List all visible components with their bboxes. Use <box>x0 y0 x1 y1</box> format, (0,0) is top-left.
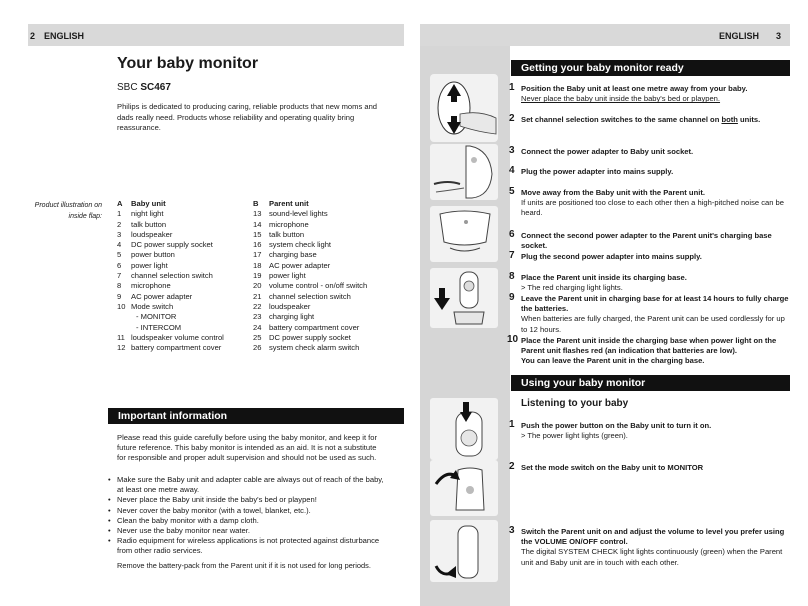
charging-base-illustration <box>430 206 498 262</box>
part-number: 13 <box>253 209 262 219</box>
part-label: DC power supply socket <box>269 332 351 342</box>
part-label: microphone <box>269 219 309 229</box>
part-number: 9 <box>117 291 122 301</box>
part-item <box>253 343 367 353</box>
part-label: sound-level lights <box>269 209 328 219</box>
baby-unit-parts-list <box>117 199 224 353</box>
model-code: SC467 <box>140 82 171 93</box>
part-item <box>117 271 224 281</box>
part-number: 15 <box>253 229 262 239</box>
parent-unit-heading: B Parent unit <box>253 199 309 208</box>
right-language-label: ENGLISH <box>719 31 760 41</box>
part-item <box>253 240 367 250</box>
part-label: system check alarm switch <box>269 343 360 353</box>
part-item <box>117 302 224 312</box>
parent-unit-in-base-illustration <box>430 268 498 328</box>
part-number: 18 <box>253 260 262 270</box>
part-item <box>253 302 367 312</box>
part-item <box>117 323 224 333</box>
important-bullet: • Never use the baby monitor near water. <box>108 526 390 536</box>
listening-heading: Listening to your baby <box>521 398 629 409</box>
part-label: power light <box>269 271 306 281</box>
left-page-number: 2 <box>30 31 36 41</box>
part-number: 6 <box>117 260 122 270</box>
part-label: battery compartment cover <box>131 343 222 353</box>
part-number: 25 <box>253 332 262 342</box>
part-number: 3 <box>117 229 122 239</box>
model-number <box>117 82 171 93</box>
part-label: night light <box>131 209 164 219</box>
part-item <box>117 220 224 230</box>
page-title: Your baby monitor <box>117 55 259 72</box>
part-label: system check light <box>269 240 332 250</box>
part-label: loudspeaker volume control <box>131 332 224 342</box>
part-number: 23 <box>253 312 262 322</box>
part-item <box>253 292 367 302</box>
part-item <box>253 323 367 333</box>
ready-step-4: 4 Plug the power adapter into mains supply. <box>509 165 674 176</box>
part-number: 11 <box>117 332 125 342</box>
baby-unit-position-illustration <box>430 74 498 142</box>
product-illustration-label: Product illustration on inside flap: <box>34 202 102 220</box>
battery-note: Remove the battery-pack from the Parent unit if it is not used for long periods. <box>117 561 371 570</box>
part-number: 1 <box>117 209 122 219</box>
part-item <box>117 250 224 260</box>
left-language-label: ENGLISH <box>44 31 85 41</box>
part-label: channel selection switch <box>131 271 213 281</box>
part-number: 8 <box>117 281 122 291</box>
part-item <box>253 230 367 240</box>
part-label: loudspeaker <box>269 301 311 311</box>
part-item <box>117 333 224 343</box>
ready-step-2: 2 Set channel selection switches to the same channel on both units. <box>509 113 761 124</box>
part-item <box>253 312 367 322</box>
using-heading: Using your baby monitor <box>511 375 790 391</box>
part-item <box>253 281 367 291</box>
ready-step-5: 5 Move away from the Baby unit with the Parent unit. If units are positioned too close to each other then a high-pitched noise can be heard. <box>509 186 785 218</box>
part-number: 4 <box>117 240 122 250</box>
important-bullet: • Never cover the baby monitor (with a towel, blanket, etc.). <box>108 506 390 516</box>
important-bullet: • Radio equipment for wireless applications is not protected against disturbance from other radio services. <box>108 536 390 556</box>
important-bullets <box>108 475 390 557</box>
part-label: loudspeaker <box>131 229 173 239</box>
ready-step-7: 7 Plug the second power adapter into mains supply. <box>509 250 702 261</box>
part-number: 5 <box>117 250 122 260</box>
ready-step-10: 10 Place the Parent unit inside the charging base when power light on the Parent unit flashes red (an indication that batteries are low). You can leave the Parent unit in the charging base. <box>507 334 777 366</box>
ready-step-1: 1 Position the Baby unit at least one metre away from your baby. Never place the baby unit inside the baby's bed or playpen. <box>509 82 748 104</box>
part-label: volume control - on/off switch <box>269 281 368 291</box>
part-item <box>253 271 367 281</box>
baby-unit-heading: A Baby unit <box>117 199 166 208</box>
power-button-illustration <box>430 398 498 460</box>
part-label: microphone <box>131 281 171 291</box>
part-item <box>117 230 224 240</box>
part-label: charging base <box>269 250 317 260</box>
part-number: 16 <box>253 240 262 250</box>
part-label: AC power adapter <box>269 260 331 270</box>
part-number: 19 <box>253 271 262 281</box>
part-item <box>253 209 367 219</box>
part-number: 2 <box>117 219 122 229</box>
ready-step-8: 8 Place the Parent unit inside its charging base. > The red charging light lights. <box>509 271 687 293</box>
using-step-3: 3 Switch the Parent unit on and adjust the volume to level you prefer using the VOLUME ON/OFF control. The digital SYSTEM CHECK light lights continuously (green) when the Parent unit and Baby unit are in touch with each other. <box>509 525 785 567</box>
important-bullet: • Never place the Baby unit inside the baby's bed or playpen! <box>108 495 390 505</box>
part-label: Mode switch <box>131 301 174 311</box>
ready-step-3: 3 Connect the power adapter to Baby unit socket. <box>509 145 694 156</box>
part-label: channel selection switch <box>269 291 351 301</box>
parent-unit-parts-list <box>253 199 367 353</box>
adapter-connect-illustration <box>430 144 498 200</box>
part-number: 21 <box>253 291 262 301</box>
part-number: 24 <box>253 322 262 332</box>
part-label: battery compartment cover <box>269 322 360 332</box>
using-step-1: 1 Push the power button on the Baby unit to turn it on. > The power light lights (green). <box>509 419 712 441</box>
part-number: 12 <box>117 343 126 353</box>
getting-ready-heading: Getting your baby monitor ready <box>511 60 790 76</box>
part-number: 7 <box>117 271 122 281</box>
model-prefix: SBC <box>117 82 138 93</box>
important-bullet: • Clean the baby monitor with a damp cloth. <box>108 516 390 526</box>
volume-control-illustration <box>430 520 498 582</box>
part-item <box>117 292 224 302</box>
right-page-number: 3 <box>776 31 782 41</box>
part-label: AC power adapter <box>131 291 193 301</box>
part-item <box>117 312 224 322</box>
part-label: talk button <box>131 219 167 229</box>
important-information-text: Please read this guide carefully before using the baby monitor, and keep it for future reference. This baby monitor is intended as an aid. It is not a substitute for responsible and proper adult supervision and should not be used as such. <box>117 433 378 463</box>
part-item <box>253 220 367 230</box>
left-header-bar <box>28 24 404 46</box>
mode-switch-illustration <box>430 460 498 516</box>
intro-paragraph: Philips is dedicated to producing caring, reliable products that new moms and dads really need. Products whose reliability and operating quality bring reassurance. <box>117 102 378 132</box>
ready-step-9: 9 Leave the Parent unit in charging base for at least 14 hours to fully charge the batteries. When batteries are fully charged, the Parent unit can be used cordlessly for up to 12 hours. <box>509 292 789 334</box>
part-number: 10 <box>117 301 126 311</box>
part-item <box>117 343 224 353</box>
part-number: 20 <box>253 281 262 291</box>
part-number: 17 <box>253 250 262 260</box>
part-label: power light <box>131 260 168 270</box>
ready-step-6: 6 Connect the second power adapter to the Parent unit's charging base socket. <box>509 229 772 251</box>
part-item <box>253 261 367 271</box>
using-step-2: 2 Set the mode switch on the Baby unit to MONITOR <box>509 461 704 472</box>
part-item <box>117 281 224 291</box>
part-number: 26 <box>253 343 262 353</box>
part-item <box>117 261 224 271</box>
part-item <box>117 209 224 219</box>
part-label: - INTERCOM <box>136 322 182 332</box>
part-item <box>253 333 367 343</box>
part-number: 14 <box>253 219 262 229</box>
part-label: talk button <box>269 229 305 239</box>
part-number: 22 <box>253 301 262 311</box>
part-label: power button <box>131 250 175 260</box>
important-bullet: • Make sure the Baby unit and adapter cable are always out of reach of the baby, at least one metre away. <box>108 475 390 495</box>
important-information-heading: Important information <box>108 408 404 424</box>
part-label: charging light <box>269 312 315 322</box>
part-label: DC power supply socket <box>131 240 213 250</box>
part-item <box>117 240 224 250</box>
part-item <box>253 250 367 260</box>
part-label: - MONITOR <box>136 312 177 322</box>
